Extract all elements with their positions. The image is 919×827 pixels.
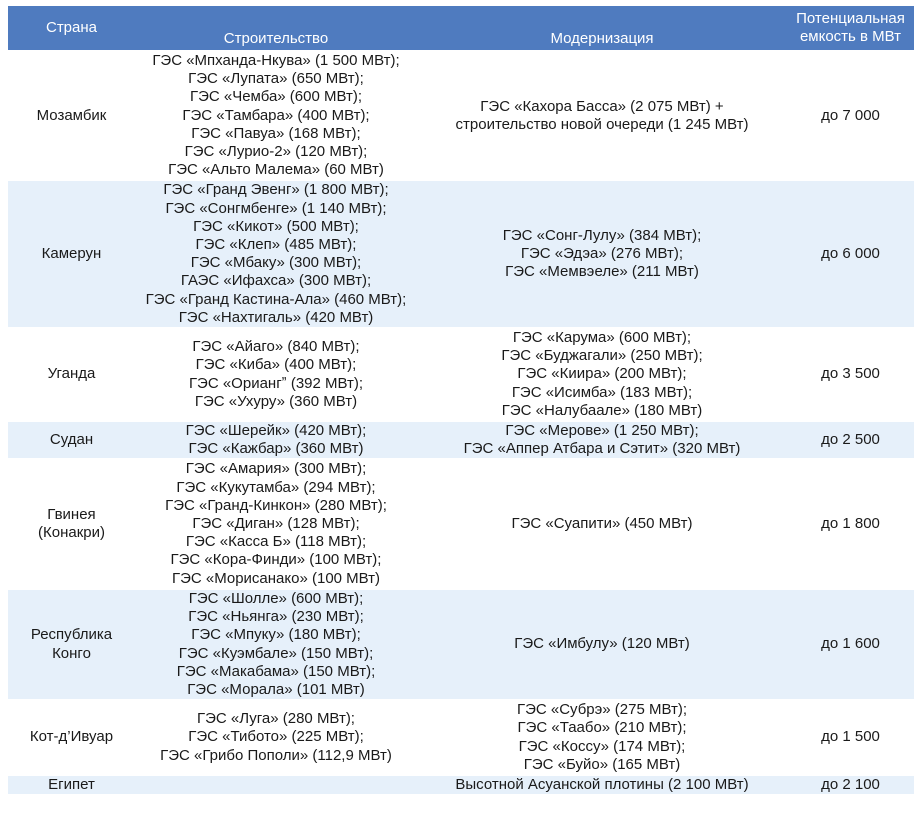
construction-cell-line: ГЭС «Тибото» (225 МВт); [188, 728, 364, 746]
header-modernization [417, 6, 787, 51]
construction-cell-line: ГЭС «Ньянга» (230 МВт); [188, 608, 364, 626]
modernization-cell-line: ГЭС «Кахора Басса» (2 075 МВт) + [480, 97, 724, 115]
construction-cell-line: ГЭС «Айаго» (840 МВт); [192, 338, 360, 356]
construction-cell-line: ГАЭС «Ифахса» (300 МВт); [180, 272, 372, 290]
modernization-cell-line: ГЭС «Налубаале» (180 МВт) [501, 401, 703, 419]
country-cell [8, 459, 135, 588]
construction-cell-line: ГЭС «Шерейк» (420 МВт); [185, 422, 367, 440]
country-cell-line: Конго [52, 644, 91, 662]
construction-cell-line: ГЭС «Касса Б» (118 МВт); [185, 533, 367, 551]
capacity-cell [787, 180, 914, 328]
construction-cell-line: ГЭС «Диган» (128 МВт); [192, 515, 360, 533]
header-country-label: Страна [45, 19, 97, 36]
modernization-cell [417, 51, 787, 180]
construction-cell [135, 180, 417, 328]
country-cell-line: Уганда [47, 365, 96, 383]
country-cell-line: (Конакри) [38, 524, 105, 542]
modernization-cell-line: ГЭС «Киира» (200 МВт); [517, 365, 687, 383]
capacity-cell [787, 589, 914, 700]
header-construction [135, 6, 417, 51]
table-row [8, 700, 914, 775]
table-row [8, 51, 914, 180]
modernization-cell-line: ГЭС «Коссу» (174 МВт); [518, 737, 686, 755]
country-cell-line: Камерун [41, 245, 102, 263]
table-row [8, 459, 914, 588]
construction-cell-line: ГЭС «Кажбар» (360 МВт) [188, 440, 364, 458]
capacity-cell [787, 700, 914, 775]
capacity-value: до 2 100 [821, 775, 880, 793]
construction-cell-line: ГЭС «Лурио-2» (120 МВт); [184, 143, 368, 161]
modernization-cell [417, 700, 787, 775]
header-capacity-line2: емкость в МВт [799, 28, 902, 45]
construction-cell-line: ГЭС «Гранд Эвенг» (1 800 МВт); [163, 181, 389, 199]
construction-cell-line: ГЭС «Лупата» (650 МВт); [188, 70, 364, 88]
construction-cell [135, 459, 417, 588]
table-header-row [8, 6, 914, 51]
table-row [8, 775, 914, 794]
country-cell [8, 180, 135, 328]
modernization-cell-line: строительство новой очереди (1 245 МВт) [455, 115, 749, 133]
table-row [8, 589, 914, 700]
modernization-cell-line: ГЭС «Аппер Атбара и Сэтит» (320 МВт) [463, 440, 741, 458]
country-cell [8, 421, 135, 459]
header-capacity [787, 6, 914, 51]
construction-cell-line: ГЭС «Морисанако» (100 МВт) [171, 569, 381, 587]
capacity-cell [787, 775, 914, 794]
construction-cell-line: ГЭС «Киба» (400 МВт); [195, 356, 357, 374]
construction-cell-line: ГЭС «Луга» (280 МВт); [197, 710, 355, 728]
construction-cell-line: ГЭС «Ухуру» (360 МВт) [194, 392, 358, 410]
modernization-cell [417, 459, 787, 588]
construction-cell [135, 421, 417, 459]
capacity-value: до 1 500 [821, 728, 880, 746]
table-row [8, 328, 914, 421]
construction-cell-line: ГЭС «Кукутамба» (294 МВт); [176, 478, 376, 496]
capacity-value: до 6 000 [821, 245, 880, 263]
modernization-cell [417, 328, 787, 421]
country-cell-line: Египет [48, 775, 95, 793]
country-cell-line: Республика [30, 626, 113, 644]
capacity-cell [787, 459, 914, 588]
construction-cell-line: ГЭС «Мпуку» (180 МВт); [191, 626, 361, 644]
modernization-cell-line: ГЭС «Буджагали» (250 МВт); [501, 347, 703, 365]
country-cell [8, 328, 135, 421]
modernization-cell-line: ГЭС «Суапити» (450 МВт) [511, 515, 693, 533]
table-row [8, 421, 914, 459]
construction-cell [135, 700, 417, 775]
construction-cell-line: ГЭС «Сонгмбенге» (1 140 МВт); [165, 199, 387, 217]
country-cell-line: Судан [49, 431, 94, 449]
construction-cell-line: ГЭС «Амария» (300 МВт); [185, 460, 367, 478]
capacity-cell [787, 51, 914, 180]
modernization-cell-line: ГЭС «Буйо» (165 МВт) [523, 755, 681, 773]
modernization-cell-line: ГЭС «Карума» (600 МВт); [512, 329, 692, 347]
country-cell-line: Мозамбик [36, 106, 107, 124]
modernization-cell-line: ГЭС «Мемвэеле» (211 МВт) [505, 263, 699, 281]
modernization-cell [417, 775, 787, 794]
country-cell-line: Кот-д’Ивуар [29, 728, 114, 746]
construction-cell-line: ГЭС «Клеп» (485 МВт); [195, 236, 357, 254]
construction-cell [135, 328, 417, 421]
modernization-cell-line: ГЭС «Имбулу» (120 МВт) [514, 635, 690, 653]
construction-cell-line: ГЭС «Тамбара» (400 МВт); [182, 106, 370, 124]
construction-cell-line: ГЭС «Куэмбале» (150 МВт); [178, 644, 374, 662]
modernization-cell-line: Высотной Асуанской плотины (2 100 МВт) [455, 775, 749, 793]
construction-cell-line: ГЭС «Грибо Пополи» (112,9 МВт) [160, 746, 392, 764]
table-row [8, 180, 914, 328]
capacity-value: до 1 600 [821, 635, 880, 653]
capacity-cell [787, 328, 914, 421]
construction-cell-line: ГЭС «Чемба» (600 МВт); [189, 88, 363, 106]
construction-cell-line: ГЭС «Гранд Кастина-Ала» (460 МВт); [145, 290, 407, 308]
capacity-value: до 1 800 [821, 515, 880, 533]
header-modernization-label: Модернизация [550, 30, 654, 47]
country-cell [8, 700, 135, 775]
modernization-cell-line: ГЭС «Сонг-Лулу» (384 МВт); [502, 226, 702, 244]
construction-cell-line: ГЭС «Павуа» (168 МВт); [191, 124, 361, 142]
capacity-cell [787, 421, 914, 459]
construction-cell-line: ГЭС «Морала» (101 МВт) [187, 680, 365, 698]
construction-cell-line: ГЭС «Гранд-Кинкон» (280 МВт); [165, 496, 387, 514]
modernization-cell-line: ГЭС «Мерове» (1 250 МВт); [505, 422, 699, 440]
construction-cell [135, 775, 417, 794]
modernization-cell [417, 421, 787, 459]
modernization-cell-line: ГЭС «Исимба» (183 МВт); [511, 383, 693, 401]
construction-cell-line: ГЭС «Шолле» (600 МВт); [188, 589, 364, 607]
construction-cell [135, 51, 417, 180]
country-cell [8, 775, 135, 794]
country-cell-line: Гвинея [47, 505, 96, 523]
modernization-cell [417, 180, 787, 328]
header-construction-label: Строительство [223, 30, 329, 47]
capacity-value: до 3 500 [821, 365, 880, 383]
header-capacity-line1: Потенциальная [796, 10, 905, 27]
modernization-cell-line: ГЭС «Эдэа» (276 МВт); [520, 245, 684, 263]
modernization-cell-line: ГЭС «Таабо» (210 МВт); [517, 719, 687, 737]
construction-cell-line: ГЭС «Макабама» (150 МВт); [176, 662, 376, 680]
construction-cell-line: ГЭС «Альто Малема» (60 МВт) [168, 161, 384, 179]
table-body [8, 51, 914, 794]
modernization-cell [417, 589, 787, 700]
construction-cell-line: ГЭС «Кора-Финди» (100 МВт); [170, 551, 382, 569]
construction-cell-line: ГЭС «Ориангˮ (392 МВт); [188, 374, 364, 392]
capacity-value: до 7 000 [821, 106, 880, 124]
construction-cell-line: ГЭС «Мбаку» (300 МВт); [190, 254, 362, 272]
capacity-value: до 2 500 [821, 431, 880, 449]
country-cell [8, 589, 135, 700]
construction-cell-line: ГЭС «Нахтигаль» (420 МВт) [178, 308, 374, 326]
construction-cell-line: ГЭС «Кикот» (500 МВт); [193, 217, 359, 235]
modernization-cell-line: ГЭС «Субрэ» (275 МВт); [516, 701, 688, 719]
hydropower-projects-table [8, 6, 914, 794]
country-cell [8, 51, 135, 180]
construction-cell [135, 589, 417, 700]
header-country [8, 6, 135, 51]
construction-cell-line: ГЭС «Мпханда-Нкува» (1 500 МВт); [152, 52, 400, 69]
